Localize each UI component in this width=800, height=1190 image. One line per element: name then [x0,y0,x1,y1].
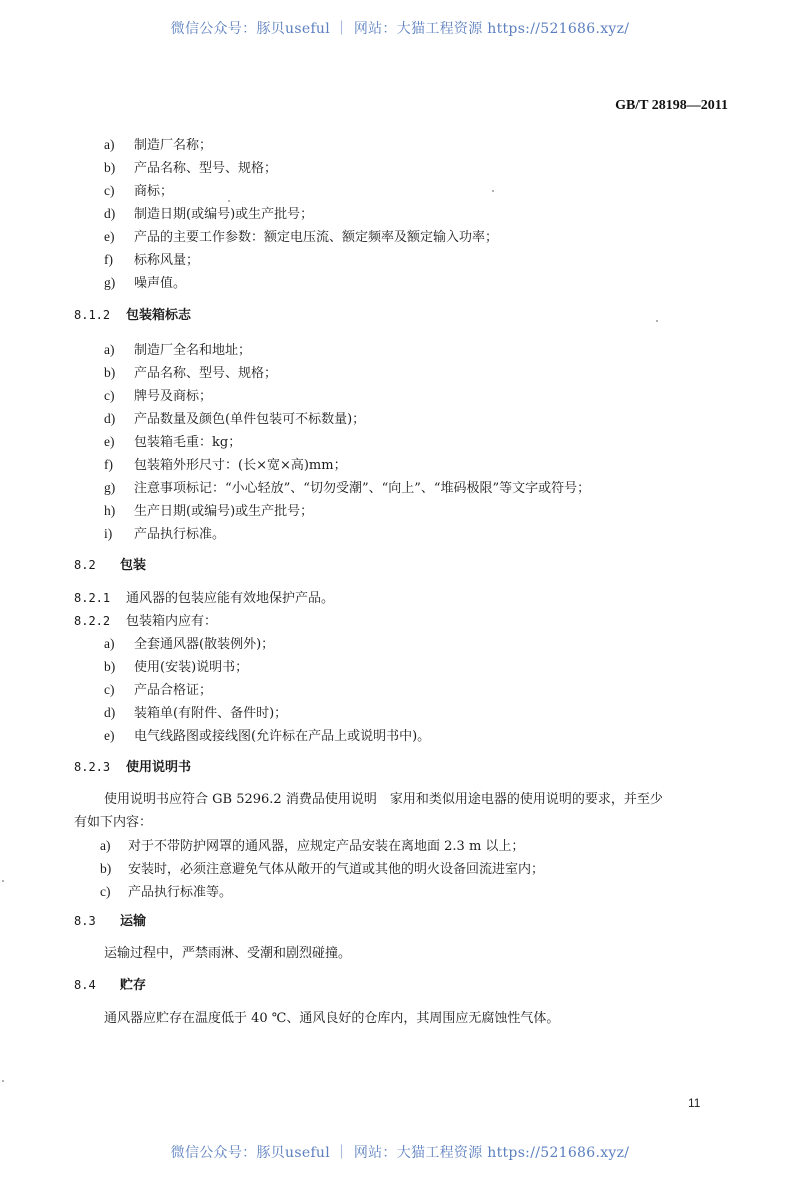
item-text: 产品执行标准等。 [128,885,233,900]
item-label: d) [104,705,116,720]
section-title: 包装箱标志 [126,308,192,323]
item-label: e) [104,728,115,743]
item-label: e) [104,229,115,244]
list-item [104,159,277,178]
item-label: a) [104,636,115,651]
list-item [104,479,590,498]
item-label: d) [104,411,116,426]
section-number: 8.1.2 [74,308,111,322]
scan-speck [228,200,230,202]
clause-text: 包装箱内应有： [126,614,218,629]
watermark-top: 微信公众号：豚贝useful ｜ 网站：大猫工程资源 https://521686.xyz/ [170,21,630,37]
item-text: 牌号及商标； [134,389,213,404]
list-item [104,136,212,155]
item-text: 噪声值。 [134,276,187,291]
item-label: f) [104,457,113,472]
section-title: 贮存 [120,978,147,993]
paragraph: 运输过程中，严禁雨淋、受潮和剧烈碰撞。 [104,946,352,961]
page-number: 11 [688,1096,701,1110]
item-text: 使用(安装)说明书； [134,660,249,675]
section-number: 8.2.3 [74,760,111,774]
list-item [100,883,232,902]
paragraph: 通风器应贮存在温度低于 40 ℃、通风良好的仓库内，其周围应无腐蚀性气体。 [104,1011,560,1026]
item-label: a) [104,137,115,152]
item-label: h) [104,503,116,518]
scan-speck [656,320,658,322]
section-title: 使用说明书 [126,760,192,775]
item-text: 电气线路图或接线图(允许标在产品上或说明书中)。 [134,729,431,744]
item-label: b) [100,861,112,876]
item-label: c) [104,682,115,697]
paragraph-line-2: 有如下内容： [74,815,153,830]
item-text: 生产日期(或编号)或生产批号； [134,504,314,519]
list-item [104,182,173,201]
item-text: 标称风量； [134,253,200,268]
scan-speck [2,1080,4,1082]
item-text: 包装箱外形尺寸：(长×宽×高)mm； [134,458,347,473]
item-label: g) [104,275,116,290]
item-text: 对于不带防护网罩的通风器，应规定产品安装在离地面 2.3 m 以上； [128,839,525,854]
section-heading-8-1-2 [74,306,191,325]
list-item [104,387,212,406]
section-heading-8-2 [74,556,146,575]
clause-number: 8.2.1 [74,591,111,605]
watermark-bottom: 微信公众号：豚贝useful ｜ 网站：大猫工程资源 https://521686.xyz/ [170,1145,630,1161]
item-text: 商标； [134,184,174,199]
item-label: b) [104,365,116,380]
item-text: 产品合格证； [134,683,213,698]
section-title: 包装 [120,558,147,573]
list-item [104,635,274,654]
section-heading-8-3 [74,912,146,931]
list-item [104,228,498,247]
clause-8-2-1 [74,589,334,608]
item-text: 制造厂名称； [134,138,213,153]
section-heading-8-4 [74,976,146,995]
clause-number: 8.2.2 [74,614,111,628]
item-text: 产品名称、型号、规格； [134,366,278,381]
item-label: a) [104,342,115,357]
item-text: 制造日期(或编号)或生产批号； [134,207,314,222]
item-label: f) [104,252,113,267]
section-number: 8.4 [74,978,96,992]
item-text: 产品执行标准。 [134,527,226,542]
list-item [104,341,251,360]
scan-speck [2,880,4,882]
item-label: d) [104,206,116,221]
list-item [100,837,524,856]
list-item [104,433,241,452]
item-text: 制造厂全名和地址； [134,343,252,358]
item-label: b) [104,160,116,175]
clause-text: 通风器的包装应能有效地保护产品。 [126,591,335,606]
paragraph-line-1: 使用说明书应符合 GB 5296.2 消费品使用说明 家用和类似用途电器的使用说明的要求，并至少 [104,792,663,807]
list-item [104,658,248,677]
list-item [104,456,347,475]
item-label: g) [104,480,116,495]
item-label: b) [104,659,116,674]
item-label: i) [104,526,113,541]
list-item [104,681,212,700]
item-label: c) [104,183,115,198]
list-item [100,860,544,879]
list-item [104,525,225,544]
item-label: c) [100,884,111,899]
section-title: 运输 [120,914,147,929]
item-text: 注意事项标记：“小心轻放”、“切勿受潮”、“向上”、“堆码极限”等文字或符号； [134,481,591,496]
item-text: 装箱单(有附件、备件时)； [134,706,288,721]
section-number: 8.2 [74,558,96,572]
list-item [104,364,277,383]
clause-8-2-2 [74,612,217,631]
item-text: 产品名称、型号、规格； [134,161,278,176]
list-item [104,704,287,723]
list-item [104,727,430,746]
item-text: 产品数量及颜色(单件包装可不标数量)； [134,412,366,427]
item-text: 包装箱毛重：kg； [134,435,242,450]
item-text: 安装时，必须注意避免气体从敞开的气道或其他的明火设备回流进室内； [128,862,545,877]
section-number: 8.3 [74,914,96,928]
list-item [104,410,365,429]
item-text: 产品的主要工作参数：额定电压流、额定频率及额定输入功率； [134,230,499,245]
standard-code: GB/T 28198—2011 [615,98,728,113]
item-label: a) [100,838,111,853]
item-label: e) [104,434,115,449]
item-label: c) [104,388,115,403]
list-item [104,205,313,224]
section-heading-8-2-3 [74,758,191,777]
scan-speck [492,190,494,192]
list-item [104,502,313,521]
list-item [104,251,199,270]
item-text: 全套通风器(散装例外)； [134,637,275,652]
list-item [104,274,186,293]
